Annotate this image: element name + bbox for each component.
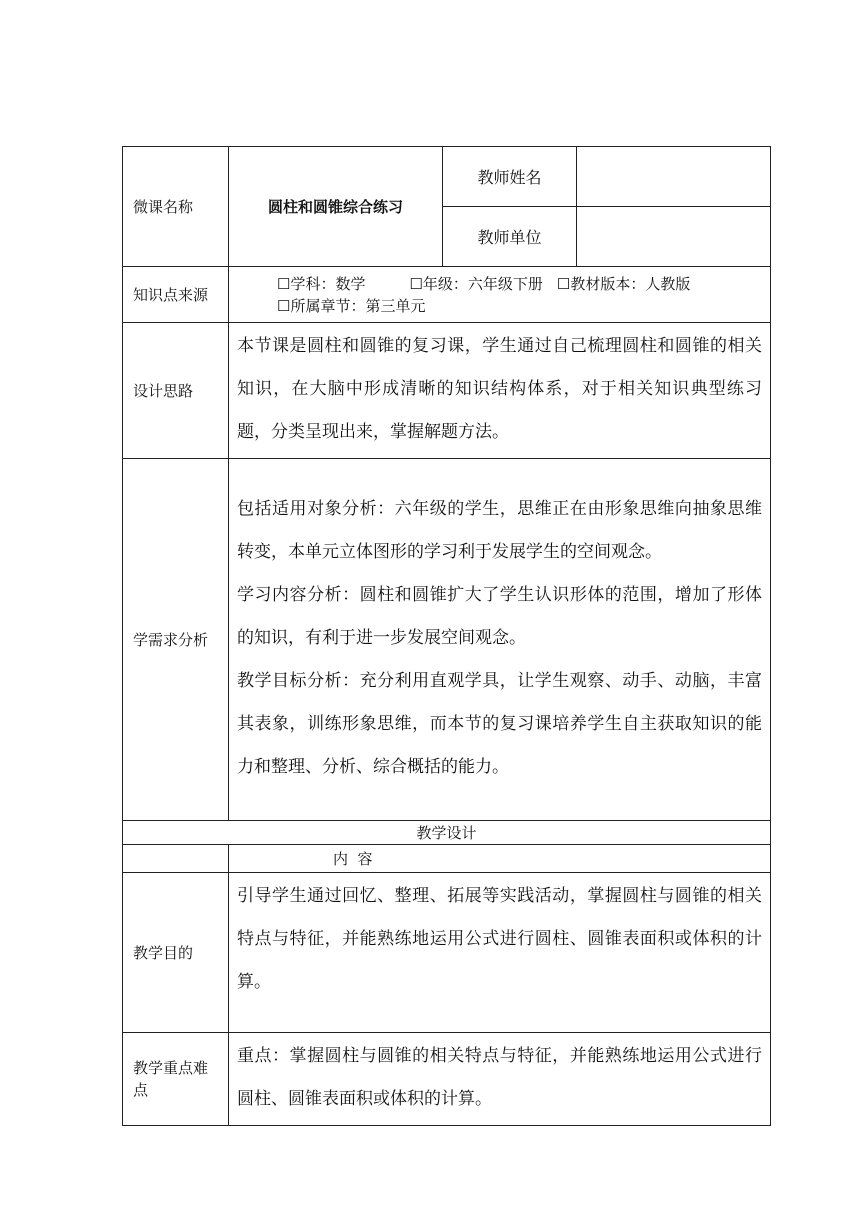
source-label: 知识点来源 — [123, 267, 229, 323]
key-label: 教学重点难点 — [123, 1033, 229, 1126]
row-course-name — [123, 147, 771, 207]
source-chapter: ☐所属章节：第三单元 — [277, 296, 426, 315]
row-key — [123, 1033, 771, 1126]
row-teaching-design — [123, 821, 771, 845]
needs-label: 学需求分析 — [123, 459, 229, 821]
goal-text: 引导学生通过回忆、整理、拓展等实践活动，掌握圆柱与圆锥的相关特点与特征，并能熟练地运用公式进行圆柱、圆锥表面积或体积的计算。 — [229, 873, 771, 1033]
needs-cell — [229, 459, 771, 821]
course-name-label: 微课名称 — [123, 147, 229, 267]
row-content-header — [123, 845, 771, 873]
content-header: 内 容 — [229, 845, 771, 873]
teaching-design-header: 教学设计 — [123, 821, 771, 845]
row-goal — [123, 873, 771, 1033]
source-grade: ☐年级：六年级下册 — [409, 274, 543, 293]
course-name-value: 圆柱和圆锥综合练习 — [229, 147, 443, 267]
teacher-name-label: 教师姓名 — [443, 147, 577, 207]
teacher-unit-value — [577, 207, 771, 267]
needs-paragraph-3: 教学目标分析：充分利用直观学具，让学生观察、动手、动脑，丰富其表象，训练形象思维，而本节的复习课培养学生自主获取知识的能力和整理、分析、综合概括的能力。 — [237, 671, 762, 777]
row-design — [123, 323, 771, 459]
lesson-plan-table — [122, 146, 771, 1126]
source-subject: ☐学科：数学 — [277, 274, 366, 293]
design-label: 设计思路 — [123, 323, 229, 459]
teacher-name-value — [577, 147, 771, 207]
goal-label: 教学目的 — [123, 873, 229, 1033]
teacher-unit-label: 教师单位 — [443, 207, 577, 267]
needs-paragraph-2: 学习内容分析：圆柱和圆锥扩大了学生认识形体的范围，增加了形体的知识，有利于进一步发展空间观念。 — [237, 585, 762, 648]
key-text: 重点：掌握圆柱与圆锥的相关特点与特征，并能熟练地运用公式进行圆柱、圆锥表面积或体积的计算。 — [229, 1033, 771, 1126]
row-needs — [123, 459, 771, 821]
design-text: 本节课是圆柱和圆锥的复习课，学生通过自己梳理圆柱和圆锥的相关知识，在大脑中形成清晰的知识结构体系，对于相关知识典型练习题，分类呈现出来，掌握解题方法。 — [229, 323, 771, 459]
source-edition: ☐教材版本：人教版 — [556, 274, 691, 293]
needs-paragraph-1: 包括适用对象分析：六年级的学生，思维正在由形象思维向抽象思维转变，本单元立体图形的学习利于发展学生的空间观念。 — [237, 499, 762, 562]
source-cell — [229, 267, 771, 323]
content-header-blank — [123, 845, 229, 873]
row-source — [123, 267, 771, 323]
